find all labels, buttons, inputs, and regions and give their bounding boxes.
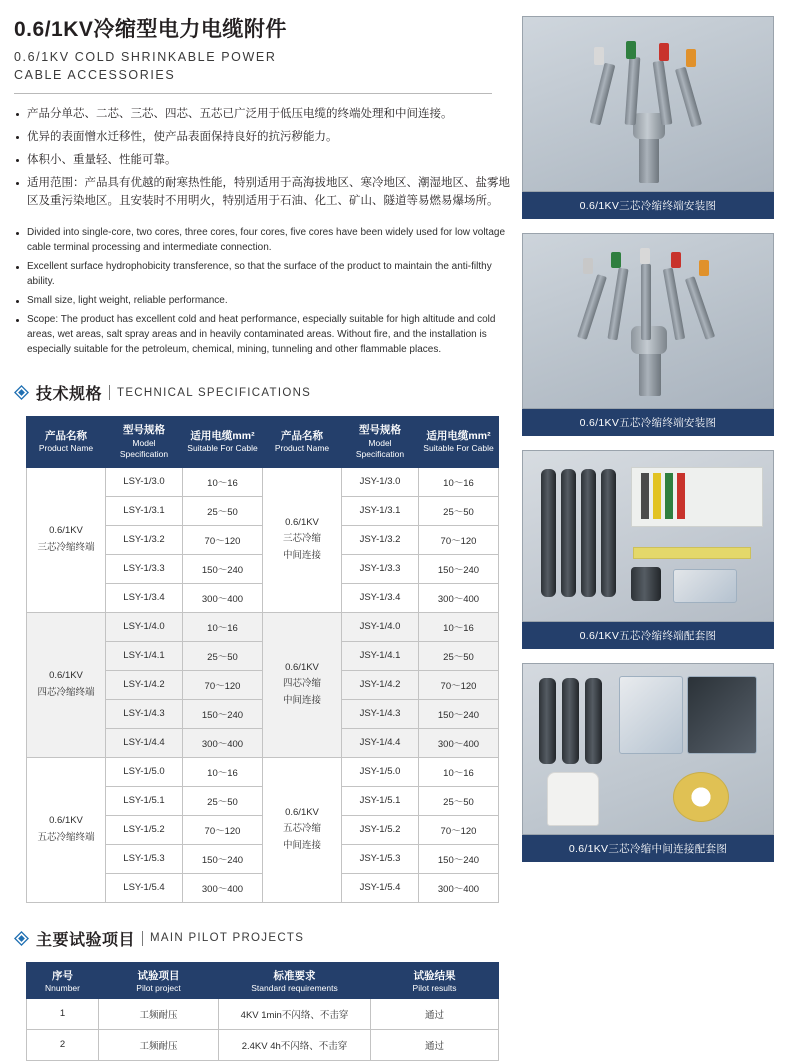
- cable-cell: 300～400: [419, 583, 499, 612]
- model-cell: LSY-1/3.1: [106, 496, 183, 525]
- cold-shrink-tube: [541, 469, 556, 597]
- cable-lug-green: [626, 41, 636, 59]
- table-row: [27, 467, 499, 496]
- cable-cell: 70～120: [183, 525, 263, 554]
- section-title-en: TECHNICAL SPECIFICATIONS: [117, 386, 312, 399]
- cable-cell: 300～400: [419, 873, 499, 902]
- model-cell: LSY-1/5.4: [106, 873, 183, 902]
- column-header-cn: 型号规格: [123, 424, 165, 437]
- model-cell: JSY-1/5.2: [342, 815, 419, 844]
- product-name-cell: 0.6/1KV 五芯冷缩终端: [27, 757, 106, 902]
- table-row: [27, 1029, 499, 1060]
- table-row: [27, 757, 499, 786]
- cable-lug-orange: [699, 260, 709, 276]
- model-cell: LSY-1/4.2: [106, 670, 183, 699]
- intro-en-item: Excellent surface hydrophobicity transference, so that the surface of the product to maintain the anti-filthy ability.: [14, 259, 510, 289]
- color-strip: [665, 473, 673, 519]
- column-header-suitable-for-cable: [183, 417, 263, 467]
- column-header-cn: 适用电缆mm²: [426, 430, 491, 443]
- cable-cell: 150～240: [419, 844, 499, 873]
- connector-block: [631, 567, 661, 601]
- pilot-number-cell: 2: [27, 1029, 99, 1060]
- model-cell: LSY-1/3.3: [106, 554, 183, 583]
- page-title-en-line1: 0.6/1KV COLD SHRINKABLE POWER: [14, 50, 277, 65]
- column-header-cn: 标准要求: [273, 969, 316, 982]
- photo-caption: 0.6/1KV三芯冷缩终端安装图: [522, 192, 774, 219]
- intro-list-cn: [14, 106, 510, 210]
- diamond-bullet-icon: [14, 385, 29, 400]
- model-cell: LSY-1/4.3: [106, 699, 183, 728]
- technical-specifications-body: [27, 467, 499, 902]
- cold-shrink-tube: [561, 469, 576, 597]
- pilot-requirement-cell: 2.4KV 4h不闪络、不击穿: [219, 1029, 371, 1060]
- model-cell: LSY-1/4.4: [106, 728, 183, 757]
- model-cell: LSY-1/5.1: [106, 786, 183, 815]
- cable-cell: 25～50: [419, 786, 499, 815]
- column-header-en: Standard requirements: [251, 982, 338, 993]
- column-header-suitable-for-cable-2: [419, 417, 499, 467]
- model-cell: JSY-1/4.3: [342, 699, 419, 728]
- intro-en-item: Small size, light weight, reliable performance.: [14, 293, 510, 308]
- intro-list-en: [14, 225, 510, 357]
- cable-lug-green: [611, 252, 621, 268]
- cable-cell: 70～120: [183, 670, 263, 699]
- main-pilot-projects-body: [27, 998, 499, 1060]
- section-heading-technical-specifications: [14, 381, 510, 404]
- cable-cell: 25～50: [183, 786, 263, 815]
- pilot-result-cell: 通过: [371, 1029, 499, 1060]
- product-photo-column: [522, 16, 788, 876]
- product-photo-three-core-joint-kit: [522, 663, 774, 835]
- photo-card-three-core-terminal: [522, 16, 774, 219]
- cable-cell: 25～50: [183, 641, 263, 670]
- cable-leg: [590, 63, 616, 126]
- diamond-bullet-icon: [14, 931, 29, 946]
- column-header-en: Model Specification: [355, 437, 405, 460]
- cable-leg: [607, 268, 628, 341]
- pilot-project-cell: 工频耐压: [99, 1029, 219, 1060]
- column-header-en: Nnumber: [45, 982, 80, 993]
- cable-cell: 70～120: [419, 525, 499, 554]
- pilot-result-cell: 通过: [371, 998, 499, 1029]
- model-cell: JSY-1/4.0: [342, 612, 419, 641]
- cold-shrink-tube: [585, 678, 602, 764]
- model-cell: JSY-1/5.0: [342, 757, 419, 786]
- insulation-tape-roll: [673, 772, 729, 822]
- cable-cell: 150～240: [419, 554, 499, 583]
- photo-card-three-core-joint-kit: [522, 663, 774, 862]
- column-header-product-name-2: [263, 417, 342, 467]
- section-heading-main-pilot-projects: [14, 927, 510, 950]
- product-name-cell: 0.6/1KV 五芯冷缩 中间连接: [263, 757, 342, 902]
- cable-cell: 300～400: [183, 873, 263, 902]
- cable-lug-red: [659, 43, 669, 61]
- model-cell: JSY-1/4.2: [342, 670, 419, 699]
- page-title-en-line2: CABLE ACCESSORIES: [14, 68, 176, 83]
- cable-lug: [583, 258, 593, 274]
- cable-cell: 10～16: [183, 612, 263, 641]
- column-header-pilot-results: [371, 962, 499, 998]
- protective-glove: [547, 772, 599, 826]
- cold-shrink-tube: [601, 469, 616, 597]
- model-cell: JSY-1/3.1: [342, 496, 419, 525]
- model-cell: JSY-1/3.3: [342, 554, 419, 583]
- product-photo-three-core-terminal: [522, 16, 774, 192]
- column-header-cn: 序号: [52, 969, 73, 982]
- model-cell: JSY-1/3.0: [342, 467, 419, 496]
- cable-cell: 10～16: [183, 757, 263, 786]
- cable-leg: [641, 264, 651, 340]
- intro-cn-item: 适用范围：产品具有优越的耐寒热性能，特别适用于高海拔地区、寒冷地区、潮湿地区、盐雾地区及重污染地区。且安装时不用明火，特别适用于石油、化工、矿山、隧道等易燃易爆场所。: [14, 175, 510, 211]
- intro-en-item: Divided into single-core, two cores, three cores, four cores, five cores have been widely used for low voltage cable terminal processing and intermediate connection.: [14, 225, 510, 255]
- column-header-en: Pilot results: [412, 982, 457, 993]
- table-row: [27, 998, 499, 1029]
- cable-lug: [594, 47, 604, 65]
- cable-lug-red: [671, 252, 681, 268]
- cable-cell: 300～400: [183, 583, 263, 612]
- photo-card-five-core-terminal-kit: [522, 450, 774, 649]
- intro-en-item: Scope: The product has excellent cold and heat performance, especially suitable for high altitude and cold areas, wet areas, salt spray areas and in heavily contaminated areas. Without fire, and the installation is especially suitable for the petroleum, chemical, mining, tunneling and other flammable places.: [14, 312, 510, 357]
- intro-cn-item: 产品分单芯、二芯、三芯、四芯、五芯已广泛用于低压电缆的终端处理和中间连接。: [14, 106, 510, 124]
- cable-leg: [685, 276, 715, 340]
- intro-cn-item: 体积小、重量轻、性能可靠。: [14, 152, 510, 170]
- column-header-en: Pilot project: [136, 982, 181, 993]
- column-header-number: [27, 962, 99, 998]
- cable-cell: 25～50: [419, 496, 499, 525]
- table-header-row: [27, 417, 499, 467]
- product-name-cell: 0.6/1KV 四芯冷缩终端: [27, 612, 106, 757]
- column-header-model-specification: [106, 417, 183, 467]
- pilot-project-cell: 工频耐压: [99, 998, 219, 1029]
- cable-cell: 70～120: [183, 815, 263, 844]
- model-cell: LSY-1/3.4: [106, 583, 183, 612]
- product-photo-five-core-terminal: [522, 233, 774, 409]
- intro-cn-item: 优异的表面憎水迁移性，使产品表面保持良好的抗污秽能力。: [14, 129, 510, 147]
- accessory-bag: [673, 569, 737, 603]
- model-cell: JSY-1/4.4: [342, 728, 419, 757]
- column-header-model-specification-2: [342, 417, 419, 467]
- cable-cell: 150～240: [183, 699, 263, 728]
- cable-cell: 10～16: [419, 612, 499, 641]
- cable-lug: [640, 248, 650, 264]
- model-cell: LSY-1/5.2: [106, 815, 183, 844]
- black-accessory-bag: [687, 676, 757, 754]
- yellow-tape-strip: [633, 547, 751, 559]
- column-header-cn: 试验结果: [413, 969, 456, 982]
- section-title-separator: [109, 385, 110, 400]
- cable-cell: 10～16: [183, 467, 263, 496]
- list-spacer: [14, 215, 510, 225]
- model-cell: LSY-1/3.2: [106, 525, 183, 554]
- model-cell: LSY-1/5.0: [106, 757, 183, 786]
- model-cell: LSY-1/4.1: [106, 641, 183, 670]
- product-name-cell: 0.6/1KV 四芯冷缩 中间连接: [263, 612, 342, 757]
- model-cell: JSY-1/5.1: [342, 786, 419, 815]
- color-strip: [641, 473, 649, 519]
- main-pilot-projects-table: [26, 962, 499, 1061]
- cable-cell: 10～16: [419, 467, 499, 496]
- column-header-cn: 产品名称: [45, 430, 87, 443]
- column-header-standard-requirements: [219, 962, 371, 998]
- section-title-en: MAIN PILOT PROJECTS: [150, 932, 305, 945]
- model-cell: JSY-1/3.2: [342, 525, 419, 554]
- column-header-cn: 试验项目: [137, 969, 180, 982]
- cable-leg: [577, 274, 607, 340]
- column-header-en: Suitable For Cable: [423, 443, 494, 454]
- product-name-cell: 0.6/1KV 三芯冷缩 中间连接: [263, 467, 342, 612]
- page-title-en: [14, 48, 510, 84]
- pilot-requirement-cell: 4KV 1min不闪络、不击穿: [219, 998, 371, 1029]
- cable-cell: 25～50: [419, 641, 499, 670]
- cable-cell: 300～400: [183, 728, 263, 757]
- cable-cell: 150～240: [183, 554, 263, 583]
- product-name-cell: 0.6/1KV 三芯冷缩终端: [27, 467, 106, 612]
- cable-lug-orange: [686, 49, 696, 67]
- page-title-cn: 0.6/1KV冷缩型电力电缆附件: [14, 18, 287, 41]
- color-strip: [653, 473, 661, 519]
- cable-cell: 70～120: [419, 815, 499, 844]
- cable-cell: 70～120: [419, 670, 499, 699]
- model-cell: LSY-1/3.0: [106, 467, 183, 496]
- product-photo-five-core-terminal-kit: [522, 450, 774, 622]
- column-header-en: Model Specification: [119, 437, 169, 460]
- column-header-en: Product Name: [38, 443, 94, 454]
- color-strip: [677, 473, 685, 519]
- cold-shrink-tube: [562, 678, 579, 764]
- photo-caption: 0.6/1KV五芯冷缩终端配套图: [522, 622, 774, 649]
- model-cell: JSY-1/4.1: [342, 641, 419, 670]
- column-header-pilot-project: [99, 962, 219, 998]
- model-cell: LSY-1/4.0: [106, 612, 183, 641]
- cable-cell: 300～400: [419, 728, 499, 757]
- photo-caption: 0.6/1KV三芯冷缩中间连接配套图: [522, 835, 774, 862]
- photo-caption: 0.6/1KV五芯冷缩终端安装图: [522, 409, 774, 436]
- cold-shrink-tube: [539, 678, 556, 764]
- section-title-separator: [142, 931, 143, 946]
- cable-cell: 25～50: [183, 496, 263, 525]
- table-row: [27, 612, 499, 641]
- model-cell: JSY-1/5.4: [342, 873, 419, 902]
- technical-specifications-table: [26, 416, 499, 902]
- cable-cell: 10～16: [419, 757, 499, 786]
- cable-leg: [675, 67, 702, 128]
- column-header-en: Suitable For Cable: [187, 443, 258, 454]
- section-title-cn: 技术规格: [36, 386, 103, 404]
- table-header-row: [27, 962, 499, 998]
- cable-cell: 150～240: [419, 699, 499, 728]
- column-header-en: Product Name: [274, 443, 330, 454]
- model-cell: JSY-1/3.4: [342, 583, 419, 612]
- column-header-product-name: [27, 417, 106, 467]
- photo-card-five-core-terminal: [522, 233, 774, 436]
- cold-shrink-tube: [581, 469, 596, 597]
- column-header-cn: 型号规格: [359, 424, 401, 437]
- instruction-sheet: [631, 467, 763, 527]
- column-header-cn: 产品名称: [281, 430, 323, 443]
- column-header-cn: 适用电缆mm²: [190, 430, 255, 443]
- model-cell: LSY-1/5.3: [106, 844, 183, 873]
- accessory-bag: [619, 676, 683, 754]
- title-divider: [14, 93, 492, 94]
- pilot-number-cell: 1: [27, 998, 99, 1029]
- section-title-cn: 主要试验项目: [36, 931, 136, 949]
- cable-cell: 150～240: [183, 844, 263, 873]
- model-cell: JSY-1/5.3: [342, 844, 419, 873]
